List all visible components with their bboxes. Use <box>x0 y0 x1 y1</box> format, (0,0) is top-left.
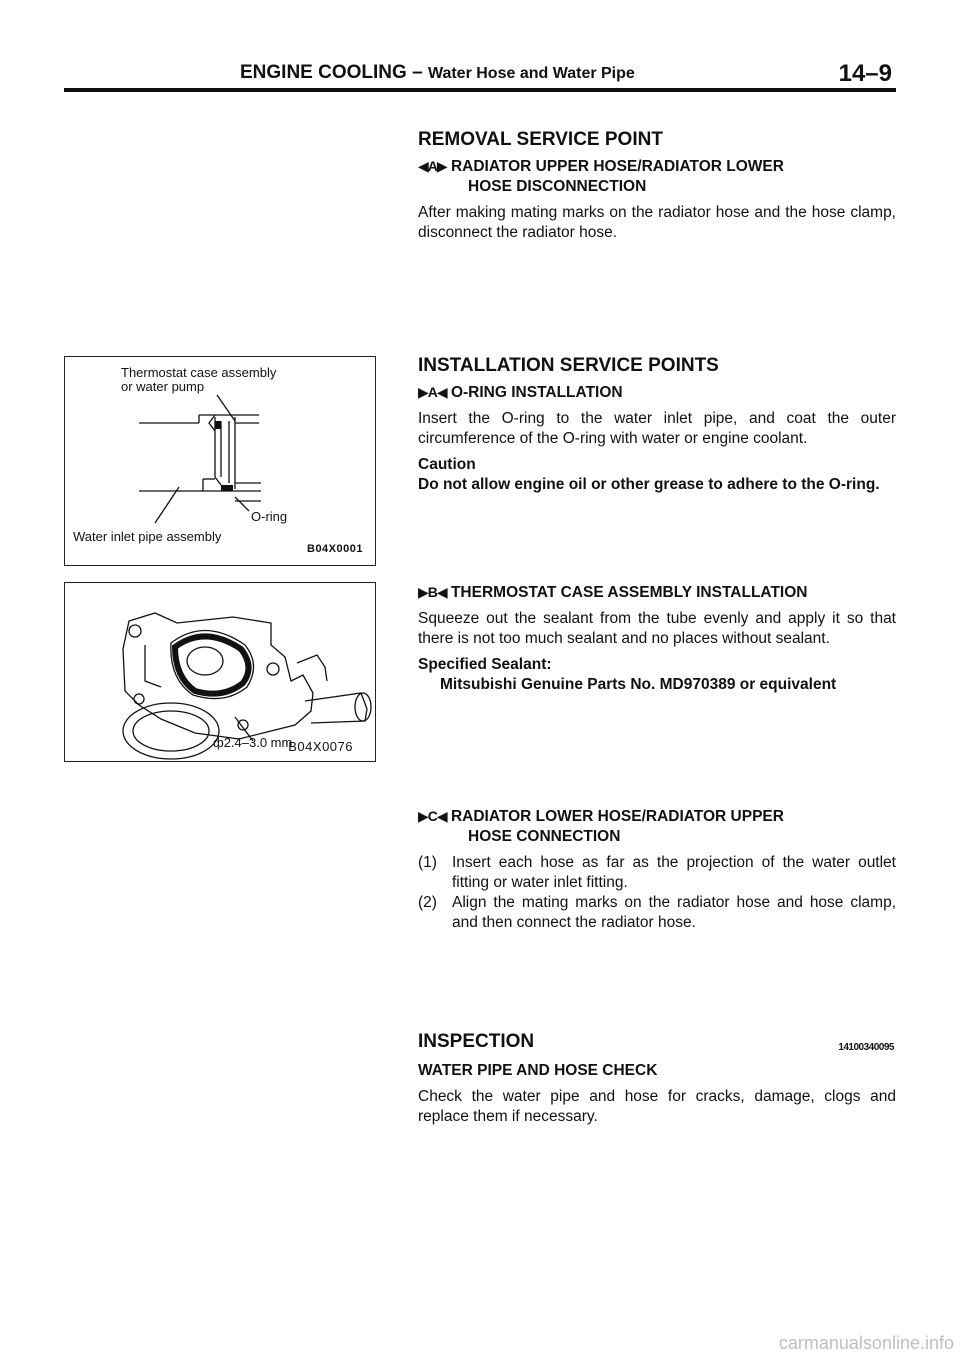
install-a-text: Insert the O-ring to the water inlet pipe, and coat the outer circumference of the O-ring with water or engine coolant. <box>418 410 896 447</box>
list-item <box>418 893 896 933</box>
oring-top-mark <box>215 421 221 429</box>
figure-thermostat-case <box>64 582 376 762</box>
caution-label: Caution <box>418 456 476 473</box>
install-b-text: Squeeze out the sealant from the tube evenly and apply it so that there is not too much sealant and no places without sealant. <box>418 610 896 647</box>
header-title <box>240 62 635 84</box>
list-item <box>418 853 896 893</box>
install-b-section <box>418 582 896 695</box>
header-section: ENGINE COOLING <box>240 62 407 83</box>
step-text: Align the mating marks on the radiator hose and hose clamp, and then connect the radiator hose. <box>452 894 896 931</box>
sealant-label: Specified Sealant: <box>418 656 552 673</box>
removal-item-heading <box>418 156 896 177</box>
inspection-heading <box>418 1032 896 1053</box>
step-number: (1) <box>418 854 437 871</box>
fig2-code: B04X0076 <box>288 739 353 754</box>
install-a-heading <box>418 382 896 403</box>
install-c-heading <box>418 806 896 827</box>
caution-text: Do not allow engine oil or other grease to adhere to the O-ring. <box>418 476 880 493</box>
marker-a-install: ▶A◀ <box>418 384 447 400</box>
header-dash: – <box>412 62 423 83</box>
fig1-label-bottom: Water inlet pipe assembly <box>73 529 222 544</box>
inspection-title: INSPECTION <box>418 1031 535 1052</box>
install-a-title: O-RING INSTALLATION <box>450 384 623 401</box>
header-subsection: Water Hose and Water Pipe <box>427 65 635 82</box>
page-number: 14–9 <box>838 60 892 87</box>
inspection-code: 14100340095 <box>838 1042 894 1053</box>
inspection-section <box>418 1032 896 1127</box>
oring-bottom-mark <box>221 485 233 491</box>
removal-title: REMOVAL SERVICE POINT <box>418 129 663 150</box>
install-c-section <box>418 806 896 933</box>
removal-item-title-2: HOSE DISCONNECTION <box>468 178 647 195</box>
watermark: carmanualsonline.info <box>778 1333 954 1353</box>
inspection-text: Check the water pipe and hose for cracks, damage, clogs and replace them if necessary. <box>418 1088 896 1125</box>
install-c-title-1: RADIATOR LOWER HOSE/RADIATOR UPPER <box>450 808 784 825</box>
removal-section <box>418 130 896 243</box>
marker-a-removal: ◀A▶ <box>418 158 447 174</box>
marker-b: ▶B◀ <box>418 584 447 600</box>
installation-section <box>418 356 896 495</box>
step-number: (2) <box>418 894 437 911</box>
install-c-title-2: HOSE CONNECTION <box>468 828 621 845</box>
marker-c: ▶C◀ <box>418 808 447 824</box>
fig1-label-oring: O-ring <box>251 509 288 524</box>
install-b-heading <box>418 582 896 603</box>
fig1-label-top-2: or water pump <box>121 379 205 394</box>
fig2-label-dim: ф2.4–3.0 mm <box>213 735 293 750</box>
inspection-sub-title: WATER PIPE AND HOSE CHECK <box>418 1062 658 1079</box>
removal-item-title-1: RADIATOR UPPER HOSE/RADIATOR LOWER <box>450 158 784 175</box>
page-header <box>64 52 896 92</box>
sealant-value: Mitsubishi Genuine Parts No. MD970389 or equivalent <box>440 676 837 693</box>
install-b-title: THERMOSTAT CASE ASSEMBLY INSTALLATION <box>450 584 808 601</box>
removal-text: After making mating marks on the radiator hose and the hose clamp, disconnect the radiator hose. <box>418 204 896 241</box>
installation-title: INSTALLATION SERVICE POINTS <box>418 355 719 376</box>
fig1-code: B04X0001 <box>307 543 363 555</box>
header-rule <box>64 88 896 92</box>
figure-oring <box>64 356 376 566</box>
fig1-label-top-1: Thermostat case assembly <box>121 365 277 380</box>
step-text: Insert each hose as far as the projection of the water outlet fitting or water inlet fitting. <box>452 854 896 891</box>
